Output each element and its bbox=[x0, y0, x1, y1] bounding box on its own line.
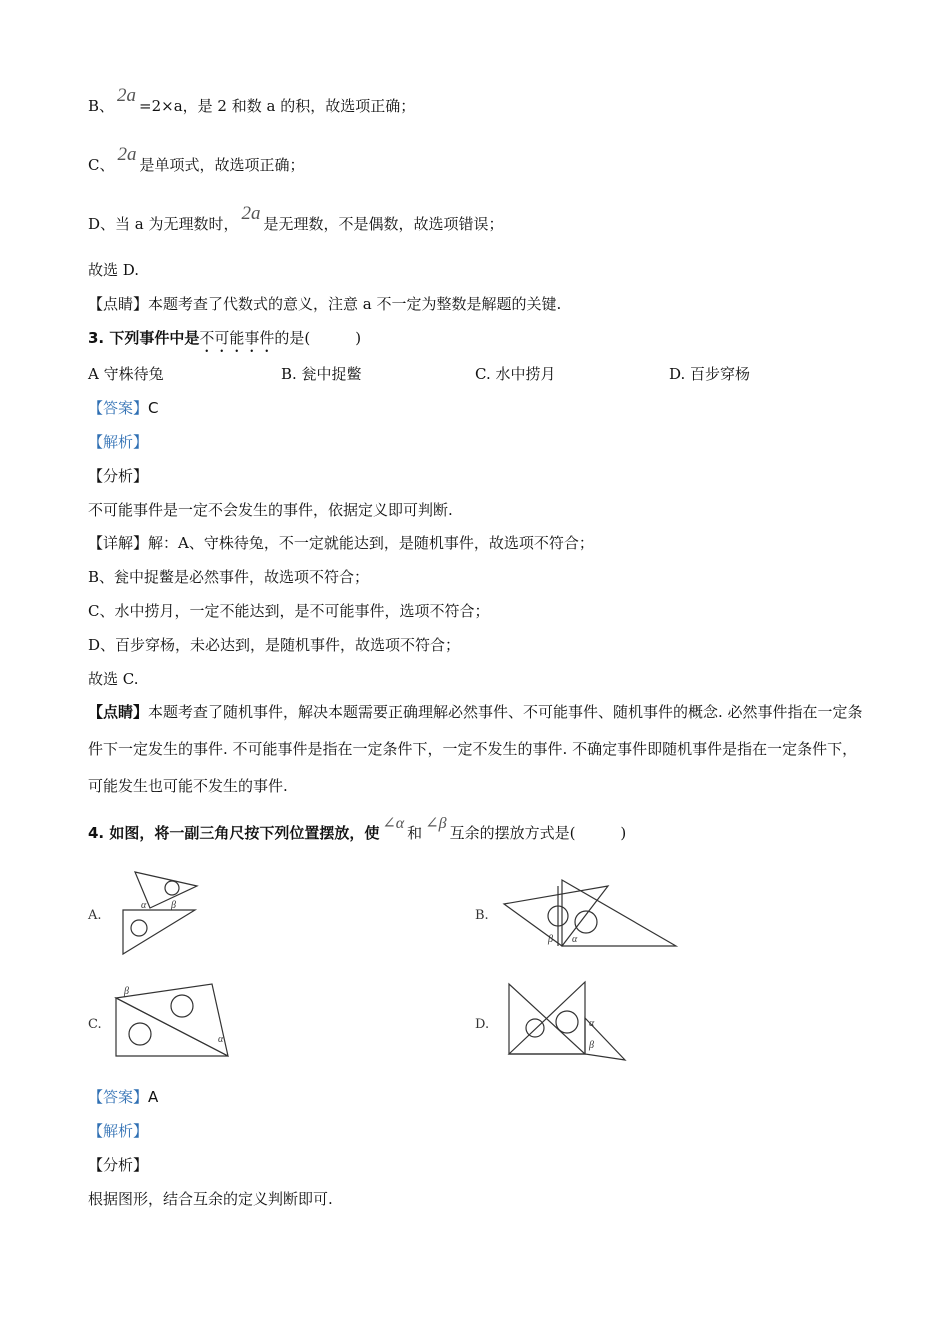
q3-option-c: C. 水中捞月 bbox=[475, 365, 556, 383]
label-beta: β bbox=[171, 900, 176, 911]
triangle-hole bbox=[526, 1019, 544, 1037]
q3-detail-d: D、百步穿杨，未必达到，是随机事件，故选项不符合； bbox=[88, 636, 461, 654]
c-suffix: 是单项式，故选项正确； bbox=[139, 156, 305, 174]
q3-stem-emphasis: 不可能事件 bbox=[199, 329, 275, 347]
q3-fenxi-tag: 【分析】 bbox=[88, 467, 149, 485]
figure-b bbox=[500, 876, 680, 950]
q4-fenxi-text: 根据图形，结合互余的定义判断即可. bbox=[88, 1190, 333, 1208]
label-beta: β bbox=[124, 986, 129, 997]
triangle-hole bbox=[129, 1023, 151, 1045]
triangle-lower bbox=[116, 998, 228, 1056]
comment-q2: 【点睛】本题考查了代数式的意义，注意 a 不一定为整数是解题的关键. bbox=[88, 295, 562, 313]
math-2a: 2a bbox=[117, 144, 137, 165]
angle-alpha: ∠α bbox=[382, 815, 405, 832]
b-prefix: B、 bbox=[88, 97, 115, 115]
d-prefix: D、当 a 为无理数时， bbox=[88, 215, 239, 233]
q3-comment bbox=[88, 694, 868, 805]
figure-d bbox=[505, 978, 629, 1064]
triangle-hole bbox=[556, 1011, 578, 1033]
q3-option-a: A 守株待兔 bbox=[88, 365, 164, 383]
q4-stem bbox=[88, 815, 627, 843]
angle-beta: ∠β bbox=[425, 815, 447, 832]
label-beta: β bbox=[548, 934, 553, 945]
choose-d: 故选 D. bbox=[88, 261, 140, 279]
q3-fenxi-text: 不可能事件是一定不会发生的事件，依据定义即可判断. bbox=[88, 501, 453, 519]
q3-stem-before: 3. 下列事件中是 bbox=[88, 329, 200, 347]
q3-option-b: B. 瓮中捉鳖 bbox=[281, 365, 362, 383]
triangle-hole bbox=[165, 881, 179, 895]
q4-analysis-tag: 【解析】 bbox=[88, 1122, 149, 1140]
q4-answer bbox=[88, 1086, 158, 1107]
q3-stem bbox=[88, 327, 361, 356]
q4-fenxi-tag: 【分析】 bbox=[88, 1156, 149, 1174]
d-suffix: 是无理数，不是偶数，故选项错误； bbox=[263, 215, 504, 233]
c-prefix: C、 bbox=[88, 156, 115, 174]
label-alpha: α bbox=[141, 900, 147, 911]
triangle-upper bbox=[504, 886, 608, 946]
comment-tag: 【点睛】 bbox=[88, 703, 149, 721]
q3-detail-a bbox=[88, 532, 594, 553]
answer-tag: 【答案】 bbox=[88, 1088, 149, 1106]
q3-option-d: D. 百步穿杨 bbox=[669, 365, 751, 383]
b-suffix: =2×a，是 2 和数 a 的积，故选项正确； bbox=[139, 97, 416, 115]
label-alpha: α bbox=[218, 1034, 224, 1045]
comment-text: 本题考查了随机事件，解决本题需要正确理解必然事件、不可能事件、随机事件的概念. 必然事件指在一定条件下一定发生的事件. 不可能事件是指在一定条件下，一定不发生的事件. 不确定事件即随机事件是指在一定条件下，可能发生也可能不发生的事件. bbox=[88, 703, 863, 795]
triangle-hole bbox=[131, 920, 147, 936]
label-alpha: α bbox=[572, 934, 578, 945]
figure-a bbox=[115, 868, 205, 958]
line-option-c bbox=[88, 144, 305, 176]
figure-label-d: D. bbox=[475, 1017, 490, 1032]
line-option-b bbox=[88, 85, 416, 117]
label-beta: β bbox=[589, 1040, 594, 1051]
q3-detail-b: B、瓮中捉鳖是必然事件，故选项不符合； bbox=[88, 568, 370, 586]
q4-stem-and: 和 bbox=[407, 824, 423, 842]
line-option-d bbox=[88, 203, 504, 235]
math-2a: 2a bbox=[117, 85, 137, 106]
triangle-hole bbox=[171, 995, 193, 1017]
q3-choose: 故选 C. bbox=[88, 670, 139, 688]
detail-a-text: 解：A、守株待兔，不一定就能达到，是随机事件，故选项不符合； bbox=[148, 534, 594, 552]
figure-c bbox=[112, 980, 234, 1060]
answer-value: A bbox=[148, 1088, 159, 1106]
triangle-upper bbox=[116, 984, 228, 1056]
q3-answer bbox=[88, 397, 159, 418]
answer-value: C bbox=[148, 399, 159, 417]
q4-stem-before: 4. 如图，将一副三角尺按下列位置摆放，使 bbox=[88, 824, 380, 842]
figure-label-c: C. bbox=[88, 1017, 102, 1032]
answer-tag: 【答案】 bbox=[88, 399, 149, 417]
label-alpha: α bbox=[589, 1018, 595, 1029]
figure-label-b: B. bbox=[475, 908, 489, 923]
q4-stem-after: 互余的摆放方式是( ) bbox=[449, 824, 627, 842]
detail-tag: 【详解】 bbox=[88, 534, 149, 552]
triangle-lower bbox=[123, 910, 195, 954]
math-2a: 2a bbox=[241, 203, 261, 224]
q3-analysis-tag: 【解析】 bbox=[88, 433, 149, 451]
q3-stem-after: 的是( ) bbox=[274, 329, 362, 347]
q3-detail-c: C、水中捞月，一定不能达到，是不可能事件，选项不符合； bbox=[88, 602, 490, 620]
figure-label-a: A. bbox=[88, 908, 102, 923]
